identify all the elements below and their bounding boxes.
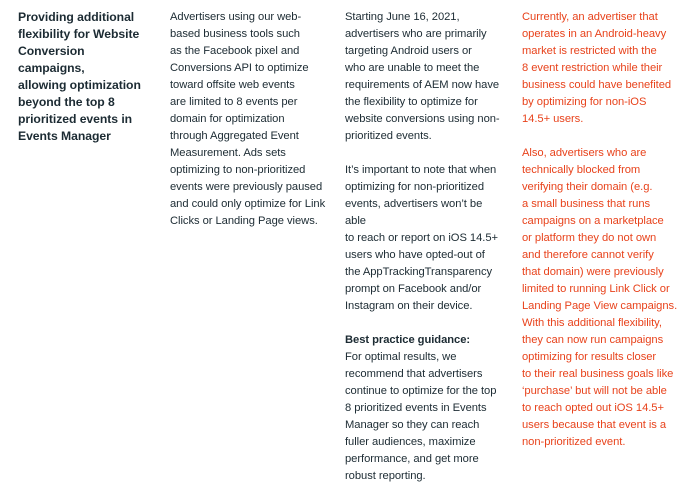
- before-description: [170, 9, 330, 230]
- change-line: optimizing for non-prioritized: [345, 181, 485, 193]
- impact-line: non-prioritized event.: [522, 436, 626, 448]
- impact-line: With this additional flexibility,: [522, 317, 662, 329]
- impact-description: [522, 9, 687, 451]
- paragraph-spacer: [345, 145, 505, 162]
- before-line: Conversions API to optimize: [170, 62, 309, 74]
- feature-title-line: beyond the top 8: [18, 95, 115, 109]
- change-line: targeting Android users or: [345, 45, 472, 57]
- impact-line: optimizing for results closer: [522, 351, 657, 363]
- feature-title-line: allowing optimization: [18, 78, 141, 92]
- change-line: who are unable to meet the: [345, 62, 480, 74]
- change-line: the AppTrackingTransparency: [345, 266, 493, 278]
- change-line: Instagram on their device.: [345, 300, 473, 312]
- before-line: Measurement. Ads sets: [170, 147, 286, 159]
- change-line: advertisers who are primarily: [345, 28, 487, 40]
- change-line: website conversions using non-: [345, 113, 500, 125]
- impact-line: Currently, an advertiser that: [522, 11, 658, 23]
- guidance-line: robust reporting.: [345, 470, 426, 482]
- before-line: and could only optimize for Link: [170, 198, 326, 210]
- impact-line: by optimizing for non-iOS: [522, 96, 647, 108]
- before-line: Clicks or Landing Page views.: [170, 215, 318, 227]
- impact-paragraph-1: [522, 9, 687, 128]
- impact-line: Also, advertisers who are: [522, 147, 647, 159]
- change-line: requirements of AEM now have: [345, 79, 500, 91]
- impact-line: business could have benefited: [522, 79, 672, 91]
- change-line: Starting June 16, 2021,: [345, 11, 460, 23]
- impact-line: they can now run campaigns: [522, 334, 664, 346]
- guidance-line: recommend that advertisers: [345, 368, 483, 380]
- feature-title-line: Providing additional: [18, 10, 135, 24]
- change-line: prompt on Facebook and/or: [345, 283, 482, 295]
- before-line: through Aggregated Event: [170, 130, 299, 142]
- before-line: domain for optimization: [170, 113, 285, 125]
- impact-line: campaigns on a marketplace: [522, 215, 664, 227]
- change-paragraph-1: [345, 9, 505, 145]
- guidance-line: continue to optimize for the top: [345, 385, 497, 397]
- impact-line: ‘purchase’ but will not be able: [522, 385, 667, 397]
- impact-line: a small business that runs: [522, 198, 651, 210]
- feature-title-line: prioritized events in: [18, 112, 133, 126]
- feature-title-line: flexibility for Website: [18, 27, 140, 41]
- paragraph-spacer: [345, 315, 505, 332]
- feature-title-line: Events Manager: [18, 129, 111, 143]
- before-line: as the Facebook pixel and: [170, 45, 300, 57]
- before-line: are limited to 8 events per: [170, 96, 298, 108]
- guidance-line: performance, and get more: [345, 453, 479, 465]
- impact-line: 8 event restriction while their: [522, 62, 663, 74]
- guidance-line: For optimal results, we: [345, 351, 457, 363]
- guidance-line: fuller audiences, maximize: [345, 436, 476, 448]
- change-line: events, advertisers won’t be able: [345, 198, 483, 227]
- paragraph-spacer: [522, 128, 687, 145]
- before-line: based business tools such: [170, 28, 300, 40]
- impact-line: verifying their domain (e.g.: [522, 181, 653, 193]
- impact-line: technically blocked from: [522, 164, 641, 176]
- guidance-block: [345, 332, 505, 485]
- before-line: Advertisers using our web-: [170, 11, 302, 23]
- impact-line: Landing Page View campaigns.: [522, 300, 678, 312]
- impact-line: users because that event is a: [522, 419, 667, 431]
- change-line: the flexibility to optimize for: [345, 96, 478, 108]
- before-line: events were previously paused: [170, 181, 323, 193]
- guidance-heading: Best practice guidance:: [345, 334, 471, 346]
- impact-line: market is restricted with the: [522, 45, 657, 57]
- guidance-line: 8 prioritized events in Events: [345, 402, 487, 414]
- impact-line: to their real business goals like: [522, 368, 674, 380]
- impact-line: 14.5+ users.: [522, 113, 584, 125]
- change-paragraph-2: [345, 162, 505, 315]
- before-line: optimizing to non-prioritized: [170, 164, 306, 176]
- change-line: users who have opted-out of: [345, 249, 485, 261]
- impact-line: operates in an Android-heavy: [522, 28, 667, 40]
- impact-line: limited to running Link Click or: [522, 283, 670, 295]
- change-description: [345, 9, 505, 485]
- impact-line: to reach opted out iOS 14.5+: [522, 402, 664, 414]
- impact-paragraph-2: [522, 145, 687, 451]
- impact-line: that domain) were previously: [522, 266, 664, 278]
- guidance-line: Manager so they can reach: [345, 419, 480, 431]
- before-line: toward offsite web events: [170, 79, 295, 91]
- change-line: It’s important to note that when: [345, 164, 497, 176]
- change-line: to reach or report on iOS 14.5+: [345, 232, 498, 244]
- impact-line: or platform they do not own: [522, 232, 657, 244]
- impact-line: and therefore cannot verify: [522, 249, 654, 261]
- feature-title-line: Conversion campaigns,: [18, 44, 85, 75]
- change-line: prioritized events.: [345, 130, 432, 142]
- feature-title: [18, 9, 148, 145]
